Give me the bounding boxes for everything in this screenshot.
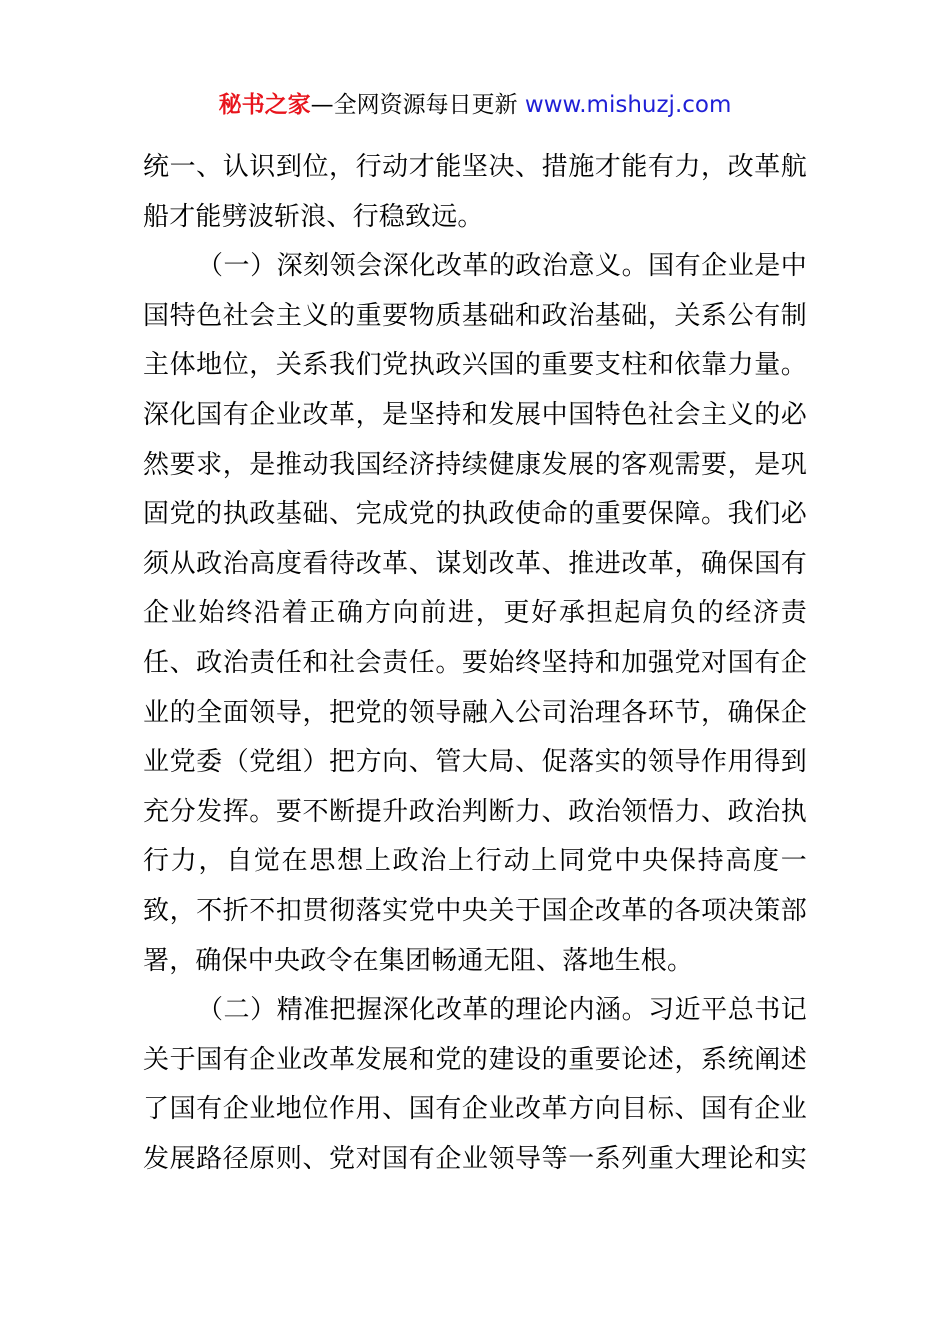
header-tagline: —全网资源每日更新	[310, 92, 518, 118]
paragraph-heading-line: （二）精准把握深化改革的理论内涵。习近平总书记	[197, 995, 807, 1026]
text-line: 统一、认识到位，行动才能坚决、措施才能有力，改革航	[143, 152, 807, 182]
text-line: 业的全面领导，把党的领导融入公司治理各环节，确保企	[143, 697, 807, 728]
text-line: 了国有企业地位作用、国有企业改革方向目标、国有企业	[143, 1094, 807, 1125]
document-header	[0, 88, 950, 122]
document-body	[143, 143, 807, 1184]
text-line: 主体地位，关系我们党执政兴国的重要支柱和依靠力量。	[143, 350, 807, 381]
text-line: 须从政治高度看待改革、谋划改革、推进改革，确保国有	[143, 548, 807, 579]
text-line: 然要求，是推动我国经济持续健康发展的客观需要，是巩	[143, 449, 807, 480]
text-line: 企业始终沿着正确方向前进，更好承担起肩负的经济责	[143, 598, 807, 629]
text-line: 关于国有企业改革发展和党的建设的重要论述，系统阐述	[143, 1044, 807, 1075]
text-line: 船才能劈波斩浪、行稳致远。	[143, 201, 484, 232]
text-line: 业党委（党组）把方向、管大局、促落实的领导作用得到	[143, 747, 807, 778]
text-line: 任、政治责任和社会责任。要始终坚持和加强党对国有企	[143, 647, 807, 678]
site-url-link[interactable]: www.mishuzj.com	[524, 92, 732, 118]
text-line: 深化国有企业改革，是坚持和发展中国特色社会主义的必	[143, 399, 807, 430]
text-line: 发展路径原则、党对国有企业领导等一系列重大理论和实	[143, 1143, 807, 1174]
text-line: 固党的执政基础、完成党的执政使命的重要保障。我们必	[143, 499, 807, 530]
text-line: 充分发挥。要不断提升政治判断力、政治领悟力、政治执	[143, 796, 807, 827]
text-line: 致，不折不扣贯彻落实党中央关于国企改革的各项决策部	[143, 895, 807, 926]
paragraph-heading-line: （一）深刻领会深化改革的政治意义。国有企业是中	[197, 251, 807, 282]
brand-name: 秘书之家	[218, 92, 311, 118]
text-line: 国特色社会主义的重要物质基础和政治基础，关系公有制	[143, 300, 807, 331]
text-line: 行力，自觉在思想上政治上行动上同党中央保持高度一	[143, 846, 807, 877]
text-line: 署，确保中央政令在集团畅通无阻、落地生根。	[143, 945, 694, 976]
